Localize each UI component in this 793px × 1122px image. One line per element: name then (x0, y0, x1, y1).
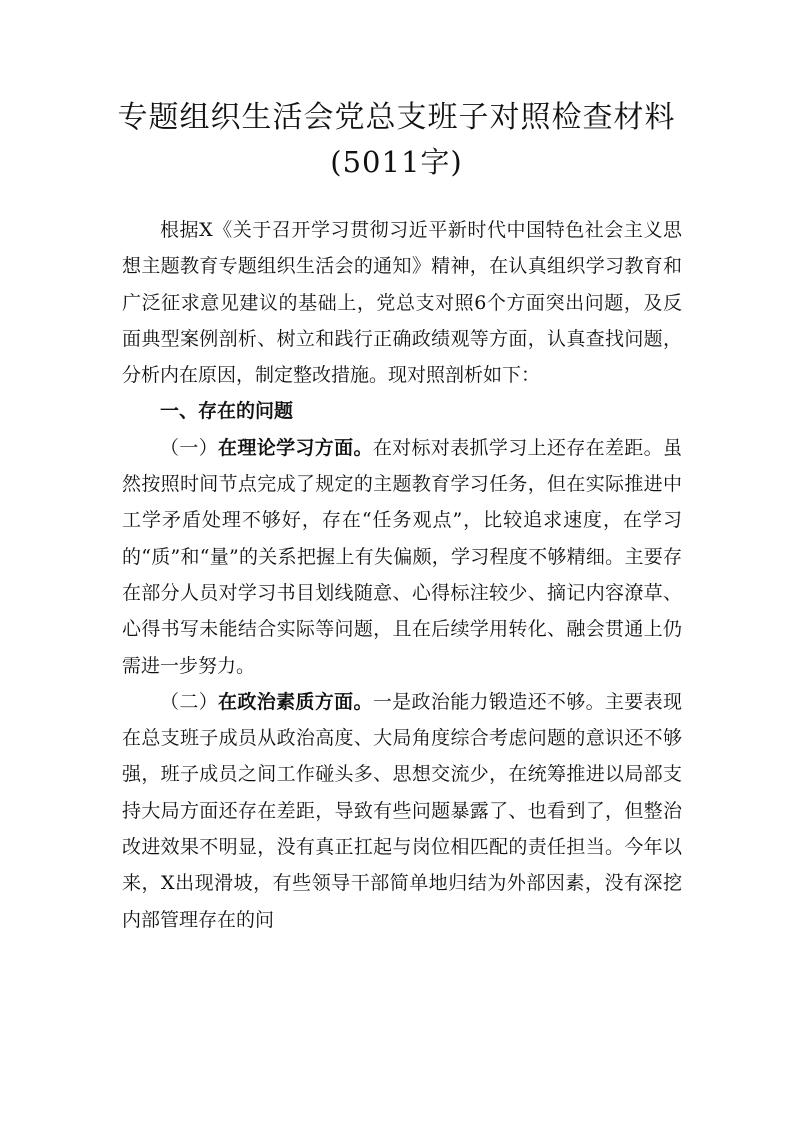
item-number: （一） (160, 436, 219, 459)
item-lead: 在理论学习方面。 (218, 436, 373, 459)
section-heading-problems: 一、存在的问题 (160, 400, 294, 423)
item-political-quality (122, 684, 682, 938)
intro-paragraph: 根据X《关于召开学习贯彻习近平新时代中国特色社会主义思想主题教育专题组织生活会的通知》精神，在认真组织学习教育和广泛征求意见建议的基础上，党总支对照6个方面突出问题，及反面典型案例剖析、树立和践行正确政绩观等方面，认真查找问题，分析内在原因，制定整改措施。现对照剖析如下： (122, 219, 682, 387)
item-number: （二） (160, 690, 219, 713)
document-title: 专题组织生活会党总支班子对照检查材料 (117, 100, 676, 135)
item-text: 在对标对表抓学习上还存在差距。虽然按照时间节点完成了规定的主题教育学习任务，但在实际推进中工学矛盾处理不够好，存在“任务观点”，比较追求速度，在学习的“质”和“量”的关系把握上有失偏颇，学习程度不够精细。主要存在部分人员对学习书目划线随意、心得标注较少、摘记内容潦草、心得书写未能结合实际等问题，且在后续学用转化、融会贯通上仍需进一步努力。 (122, 436, 682, 677)
item-lead: 在政治素质方面。 (218, 690, 373, 713)
document-body (122, 212, 682, 938)
item-text: 一是政治能力锻造还不够。主要表现在总支班子成员从政治高度、大局角度综合考虑问题的意识还不够强，班子成员之间工作碰头多、思想交流少，在统筹推进以局部支持大局方面还存在差距，导致有些问题暴露了、也看到了，但整治改进效果不明显，没有真正扛起与岗位相匹配的责任担当。今年以来，X出现滑坡，有些领导干部简单地归结为外部因素，没有深挖内部管理存在的问 (122, 690, 682, 931)
document-word-count: (5011字) (330, 145, 463, 179)
item-theory-study (122, 430, 682, 684)
